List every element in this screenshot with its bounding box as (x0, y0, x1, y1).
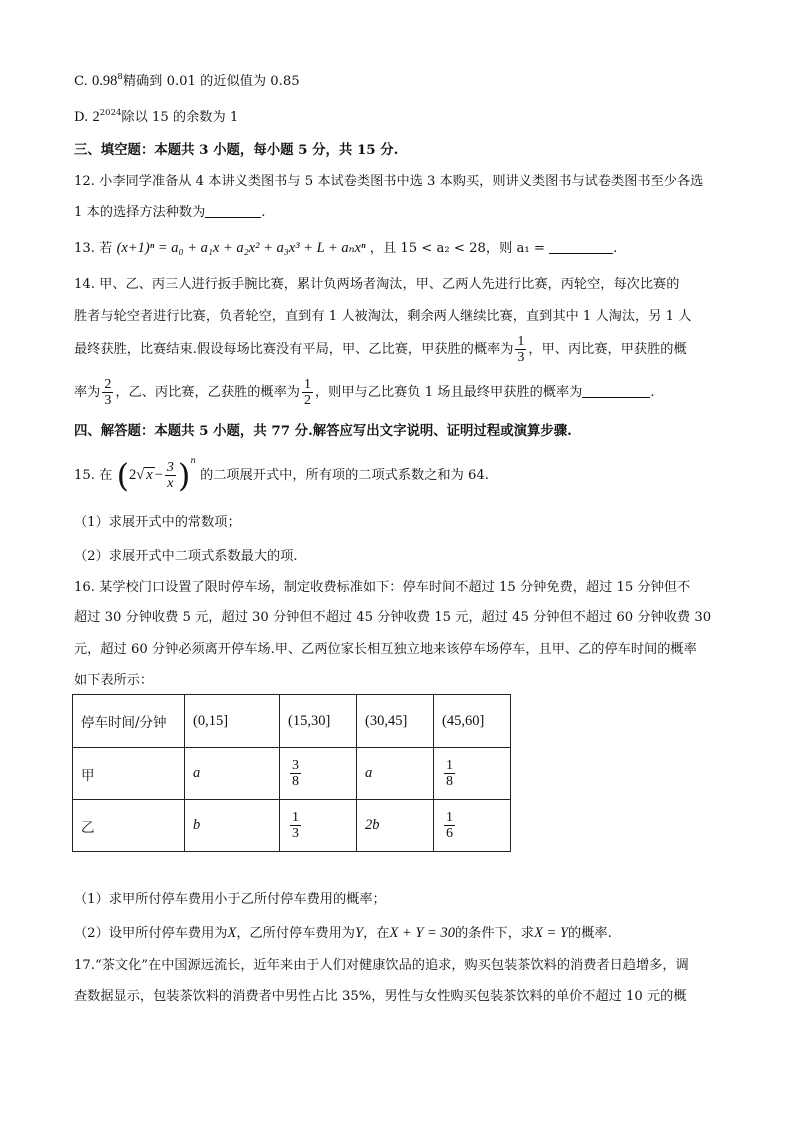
table-cell: a (185, 748, 280, 800)
section-3-heading: 三、填空题：本题共 3 小题，每小题 5 分，共 15 分. (74, 142, 399, 158)
q13-end: . (613, 241, 618, 256)
table-cell: b (185, 800, 280, 852)
fraction-1-6: $\frac{1}{6}$ (446, 810, 453, 841)
q14-line4-text-c: ，则甲与乙比赛负 1 场且最终甲获胜的概率为 (315, 385, 583, 400)
option-d-text: 除以 15 的余数为 1 (121, 110, 239, 125)
q12-line1: 12. 小李同学准备从 4 本讲义类图书与 5 本试卷类图书中选 3 本购买，则讲义类图书与试卷类图书至少各选 (74, 174, 704, 189)
q12-end: . (261, 205, 266, 220)
q13-expansion: (x+1)ⁿ = a₀ + a₁x + a₂x² + a₃x³ + L + aₙxⁿ (116, 240, 366, 256)
q14-end: . (650, 385, 655, 400)
q16-part1: （1）求甲所付停车费用小于乙所付停车费用的概率； (74, 892, 386, 907)
option-d-label: D. (74, 110, 89, 125)
section-4-heading: 四、解答题：本题共 5 小题，共 77 分.解答应写出文字说明、证明过程或演算步骤. (74, 423, 572, 439)
q13-answer-blank[interactable] (549, 239, 613, 254)
q16-line3: 元，超过 60 分钟必须离开停车场.甲、乙两位家长相互独立地来该停车场停车，且甲、乙的停车时间的概率 (74, 642, 697, 657)
q16-part2 (74, 923, 612, 944)
q14-line1: 14. 甲、乙、丙三人进行扳手腕比赛，累计负两场者淘汰，甲、乙两人先进行比赛，丙轮空，每次比赛的 (74, 277, 680, 292)
q14-answer-blank[interactable] (582, 383, 650, 398)
q16-line2: 超过 30 分钟收费 5 元，超过 30 分钟但不超过 45 分钟收费 15 元，超过 45 分钟但不超过 60 分钟收费 30 (74, 610, 712, 625)
q15-right-paren: ) (177, 456, 191, 495)
q15-coefficient: 2 (129, 467, 137, 483)
table-cell: a (357, 748, 434, 800)
table-row-yi (73, 800, 511, 852)
table-row-jia (73, 748, 511, 800)
table-cell: 2b (357, 800, 434, 852)
fraction-1-8: $\frac{1}{8}$ (446, 758, 453, 789)
q12-text: 1 本的选择方法种数为 (74, 205, 206, 220)
q13-number: 13. 若 (74, 241, 113, 256)
q14-line3 (74, 334, 687, 365)
target-expr: X = Y (534, 925, 569, 941)
q14-line4-text-b: ，乙、丙比赛，乙获胜的概率为 (115, 385, 300, 400)
q14-fraction-1-2: $\frac{1}{2}$ (304, 377, 311, 408)
option-d (74, 107, 238, 128)
q12-answer-blank[interactable] (205, 203, 261, 218)
table-cell (434, 800, 511, 852)
q15-minus: − (154, 467, 163, 483)
q12-line2 (74, 203, 265, 223)
parking-probability-table (72, 694, 511, 852)
q15-radicand: x (146, 467, 153, 483)
option-d-base: 2 (92, 109, 100, 125)
option-d-exponent: 2024 (99, 108, 122, 118)
fraction-3-8: $\frac{3}{8}$ (292, 758, 299, 789)
q14-line4 (74, 377, 655, 408)
header-cell: (15,30] (280, 695, 357, 748)
q15-part1: （1）求展开式中的常数项； (74, 515, 241, 530)
var-x: X (227, 925, 237, 941)
q16-part2-text-d: 的条件下，求 (454, 926, 535, 941)
q15-tail: 的二项展开式中，所有项的二项式系数之和为 64. (200, 468, 489, 483)
table-cell (280, 748, 357, 800)
row-label: 乙 (73, 800, 185, 852)
q14-fraction-1-3: $\frac{1}{3}$ (517, 334, 525, 365)
q15-exponent: n (190, 456, 196, 466)
var-y: Y (355, 925, 364, 941)
q14-line3-text-a: 最终获胜，比赛结束.假设每场比赛没有平局，甲、乙比赛，甲获胜的概率为 (74, 342, 514, 357)
q13-line (74, 238, 617, 259)
q14-line3-text-b: ，甲、丙比赛，甲获胜的概 (528, 342, 687, 357)
q15-line (74, 456, 489, 495)
q17-line1: 17.“茶文化”在中国源远流长，近年来由于人们对健康饮品的追求，购买包装茶饮料的消费者日趋增多，调 (74, 958, 689, 973)
fraction-1-3: $\frac{1}{3}$ (292, 810, 299, 841)
q15-fraction-3-x: $\frac{3}{x}$ (166, 460, 174, 491)
q13-condition: ，且 15 < a₂ < 28，则 a₁ = (369, 241, 545, 256)
q16-line1: 16. 某学校门口设置了限时停车场，制定收费标准如下：停车时间不超过 15 分钟免费，超过 15 分钟但不 (74, 580, 691, 595)
q15-left-paren: ( (116, 456, 130, 495)
table-header-row (73, 695, 511, 748)
table-cell (280, 800, 357, 852)
q16-line4: 如下表所示： (74, 673, 154, 688)
q16-part2-text-c: ，在 (363, 926, 390, 941)
q14-line4-text-a: 率为 (74, 385, 101, 400)
option-c-base: 0.98 (92, 73, 118, 89)
condition-expr: X + Y = 30 (389, 925, 455, 941)
option-c (74, 71, 300, 92)
q15-number: 15. 在 (74, 468, 113, 483)
q14-fraction-2-3: $\frac{2}{3}$ (104, 377, 112, 408)
table-cell (434, 748, 511, 800)
header-cell: (45,60] (434, 695, 511, 748)
row-label: 甲 (73, 748, 185, 800)
q16-part2-text-b: ，乙所付停车费用为 (236, 926, 355, 941)
q16-part2-text-e: 的概率. (568, 926, 612, 941)
option-c-exponent: 8 (117, 72, 123, 82)
q15-radical-sign: √ (136, 467, 145, 483)
option-c-label: C. (74, 74, 88, 89)
q14-line2: 胜者与轮空者进行比赛，负者轮空，直到有 1 人被淘汰，剩余两人继续比赛，直到其中 1 人淘汰，另 1 人 (74, 309, 692, 324)
header-cell: (30,45] (357, 695, 434, 748)
header-cell: 停车时间/分钟 (73, 695, 185, 748)
q17-line2: 查数据显示，包装茶饮料的消费者中男性占比 35%，男性与女性购买包装茶饮料的单价不超过 10 元的概 (74, 989, 687, 1004)
header-cell: (0,15] (185, 695, 280, 748)
q16-part2-text-a: （2）设甲所付停车费用为 (74, 926, 228, 941)
q15-part2: （2）求展开式中二项式系数最大的项. (74, 549, 298, 564)
option-c-text: 精确到 0.01 的近似值为 0.85 (122, 74, 300, 89)
